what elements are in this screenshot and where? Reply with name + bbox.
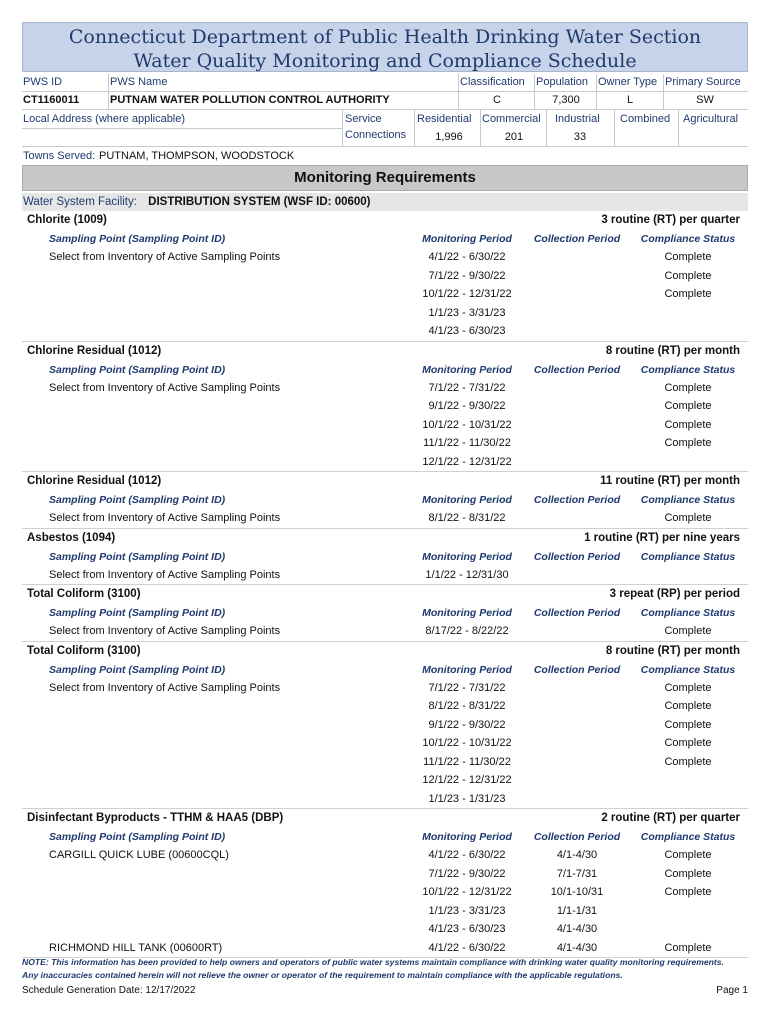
column-headers bbox=[22, 828, 748, 846]
compliance-status: Complete bbox=[664, 381, 712, 394]
contaminant-group bbox=[22, 472, 748, 529]
contaminant-header bbox=[22, 529, 748, 548]
page-number: Page 1 bbox=[716, 985, 748, 996]
pws-name-label: PWS Name bbox=[110, 76, 168, 88]
monitoring-period: 4/1/23 - 6/30/23 bbox=[428, 325, 506, 337]
compliance-status: Complete bbox=[664, 625, 712, 637]
contaminant-header bbox=[22, 809, 748, 828]
owner-type-label: Owner Type bbox=[598, 76, 658, 88]
sampling-frequency: 11 routine (RT) per month bbox=[600, 475, 740, 487]
pws-id-label: PWS ID bbox=[23, 76, 63, 88]
compliance-status: Complete bbox=[664, 867, 712, 880]
monitoring-period: 10/1/22 - 10/31/22 bbox=[422, 737, 512, 749]
disclaimer-line-1: NOTE: This information has been provided to help owners and operators of public water systems maintain compliance with drinking water quality monitoring requirements. bbox=[22, 957, 724, 967]
grid-line bbox=[596, 74, 597, 109]
industrial-label: Industrial bbox=[555, 113, 600, 125]
disclaimer-line-2: Any inaccuracies contained herein will not relieve the owner or operator of the requirement to maintain compliance with the applicable regulations. bbox=[22, 970, 623, 980]
grid-line bbox=[614, 109, 615, 146]
contaminant-name: Total Coliform (3100) bbox=[27, 588, 141, 600]
table-row bbox=[22, 790, 748, 809]
contaminant-name: Chlorite (1009) bbox=[27, 214, 107, 226]
contaminant-header bbox=[22, 585, 748, 604]
facility-value: DISTRIBUTION SYSTEM (WSF ID: 00600) bbox=[148, 196, 371, 208]
sampling-point: RICHMOND HILL TANK (00600RT) bbox=[49, 941, 223, 954]
monitoring-period: 10/1/22 - 12/31/22 bbox=[422, 288, 512, 300]
towns-served-label: Towns Served: bbox=[23, 150, 96, 162]
classification-value: C bbox=[493, 94, 501, 106]
grid-line bbox=[22, 91, 748, 92]
collection-period-header: Collection Period bbox=[533, 663, 621, 676]
monitoring-period: 10/1/22 - 12/31/22 bbox=[422, 886, 512, 898]
table-row bbox=[22, 304, 748, 323]
monitoring-period: 10/1/22 - 10/31/22 bbox=[422, 418, 512, 431]
collection-period: 4/1-4/30 bbox=[556, 941, 598, 954]
column-headers bbox=[22, 661, 748, 679]
compliance-status: Complete bbox=[664, 288, 712, 300]
document-title: Connecticut Department of Public Health Drinking Water Section bbox=[68, 26, 702, 48]
compliance-status-header: Compliance Status bbox=[640, 550, 736, 563]
compliance-status-header: Compliance Status bbox=[640, 831, 736, 843]
sampling-point: Select from Inventory of Active Sampling Points bbox=[49, 625, 281, 637]
table-row bbox=[22, 566, 748, 585]
local-address-label: Local Address (where applicable) bbox=[23, 113, 186, 125]
collection-period-header: Collection Period bbox=[533, 550, 621, 563]
table-row bbox=[22, 267, 748, 286]
combined-label: Combined bbox=[620, 113, 671, 125]
compliance-status-header: Compliance Status bbox=[640, 663, 736, 676]
monitoring-period-header: Monitoring Period bbox=[422, 831, 512, 843]
collection-period-header: Collection Period bbox=[533, 607, 621, 619]
grid-line bbox=[458, 74, 459, 109]
commercial-value: 201 bbox=[504, 131, 524, 143]
sampling-frequency: 3 routine (RT) per quarter bbox=[601, 214, 740, 226]
schedule-generation-date bbox=[22, 985, 195, 996]
facility-bar bbox=[22, 193, 748, 211]
table-row bbox=[22, 416, 748, 435]
table-row bbox=[22, 397, 748, 416]
owner-type-value: L bbox=[626, 94, 634, 106]
column-headers bbox=[22, 604, 748, 622]
sampling-point: CARGILL QUICK LUBE (00600CQL) bbox=[49, 849, 229, 861]
sampling-point: Select from Inventory of Active Sampling Points bbox=[49, 512, 281, 524]
table-row bbox=[22, 716, 748, 735]
monitoring-period-header: Monitoring Period bbox=[422, 494, 512, 506]
sampling-point-header: Sampling Point (Sampling Point ID) bbox=[49, 607, 226, 619]
pws-id-value: CT1160011 bbox=[23, 94, 80, 106]
table-row bbox=[22, 434, 748, 453]
monitoring-period: 1/1/22 - 12/31/30 bbox=[425, 568, 509, 581]
contaminant-group bbox=[22, 529, 748, 586]
table-row bbox=[22, 846, 748, 865]
monitoring-period: 7/1/22 - 9/30/22 bbox=[428, 269, 506, 282]
compliance-status: Complete bbox=[664, 755, 712, 768]
table-row bbox=[22, 453, 748, 472]
contaminant-header bbox=[22, 211, 748, 230]
monitoring-period: 4/1/22 - 6/30/22 bbox=[428, 849, 506, 861]
table-row bbox=[22, 622, 748, 641]
grid-line bbox=[663, 74, 664, 109]
facility-label: Water System Facility: bbox=[23, 196, 137, 208]
contaminant-name: Chlorine Residual (1012) bbox=[27, 344, 162, 357]
monitoring-period: 1/1/23 - 3/31/23 bbox=[428, 306, 506, 319]
sampling-point: Select from Inventory of Active Sampling Points bbox=[49, 681, 281, 694]
grid-line bbox=[546, 109, 547, 146]
monitoring-period: 4/1/23 - 6/30/23 bbox=[428, 923, 506, 935]
sampling-point: Select from Inventory of Active Sampling Points bbox=[49, 381, 281, 394]
sampling-point-header: Sampling Point (Sampling Point ID) bbox=[49, 831, 226, 843]
document-subtitle: Water Quality Monitoring and Compliance Schedule bbox=[133, 50, 637, 72]
monitoring-period-header: Monitoring Period bbox=[422, 663, 512, 676]
grid-line bbox=[108, 74, 109, 109]
contaminant-name: Asbestos (1094) bbox=[27, 531, 116, 544]
contaminant-name: Chlorine Residual (1012) bbox=[27, 475, 162, 487]
compliance-status: Complete bbox=[664, 886, 712, 898]
table-row bbox=[22, 920, 748, 939]
primary-source-label: Primary Source bbox=[665, 76, 741, 88]
monitoring-period: 4/1/22 - 6/30/22 bbox=[428, 251, 506, 263]
grid-line bbox=[480, 109, 481, 146]
sampling-frequency: 3 repeat (RP) per period bbox=[609, 588, 740, 600]
sampling-point: Select from Inventory of Active Sampling Points bbox=[49, 251, 281, 263]
monitoring-period: 8/17/22 - 8/22/22 bbox=[425, 625, 509, 637]
table-row bbox=[22, 771, 748, 790]
collection-period: 4/1-4/30 bbox=[556, 923, 598, 935]
contaminant-group bbox=[22, 642, 748, 810]
sampling-point-header: Sampling Point (Sampling Point ID) bbox=[49, 663, 226, 676]
grid-line bbox=[22, 109, 748, 110]
compliance-status: Complete bbox=[664, 418, 712, 431]
table-row bbox=[22, 753, 748, 772]
industrial-value: 33 bbox=[573, 131, 587, 143]
monitoring-period: 12/1/22 - 12/31/22 bbox=[422, 774, 512, 786]
table-row bbox=[22, 509, 748, 528]
column-headers bbox=[22, 491, 748, 509]
monitoring-period: 4/1/22 - 6/30/22 bbox=[428, 941, 506, 954]
table-row bbox=[22, 379, 748, 398]
collection-period-header: Collection Period bbox=[533, 233, 621, 245]
document-title-band bbox=[22, 22, 748, 72]
monitoring-period: 1/1/23 - 1/31/23 bbox=[428, 792, 506, 805]
population-value: 7,300 bbox=[552, 94, 580, 106]
contaminant-header bbox=[22, 472, 748, 491]
compliance-status-header: Compliance Status bbox=[640, 494, 736, 506]
grid-line bbox=[534, 74, 535, 109]
compliance-status: Complete bbox=[664, 737, 712, 749]
column-headers bbox=[22, 361, 748, 379]
sampling-point-header: Sampling Point (Sampling Point ID) bbox=[49, 550, 226, 563]
contaminant-group bbox=[22, 809, 748, 958]
contaminant-name: Disinfectant Byproducts - TTHM & HAA5 (DBP) bbox=[27, 812, 284, 824]
compliance-status-header: Compliance Status bbox=[640, 233, 736, 245]
sampling-point-header: Sampling Point (Sampling Point ID) bbox=[49, 363, 226, 376]
monitoring-period: 11/1/22 - 11/30/22 bbox=[423, 437, 511, 449]
population-label: Population bbox=[536, 76, 588, 88]
generation-date-value: 12/17/2022 bbox=[145, 985, 196, 996]
monitoring-period: 7/1/22 - 7/31/22 bbox=[428, 381, 506, 394]
table-row bbox=[22, 248, 748, 267]
table-row bbox=[22, 734, 748, 753]
table-row bbox=[22, 285, 748, 304]
sampling-frequency: 2 routine (RT) per quarter bbox=[601, 812, 740, 824]
monitoring-period: 7/1/22 - 9/30/22 bbox=[428, 867, 506, 880]
monitoring-period: 11/1/22 - 11/30/22 bbox=[423, 755, 511, 768]
agricultural-label: Agricultural bbox=[683, 113, 739, 125]
table-row bbox=[22, 902, 748, 921]
compliance-status: Complete bbox=[664, 437, 712, 449]
compliance-status: Complete bbox=[664, 941, 712, 954]
table-row bbox=[22, 865, 748, 884]
monitoring-period: 8/1/22 - 8/31/22 bbox=[428, 700, 506, 712]
pws-name-value: PUTNAM WATER POLLUTION CONTROL AUTHORITY bbox=[110, 94, 390, 106]
commercial-label: Commercial bbox=[482, 113, 541, 125]
disclaimer-note bbox=[22, 956, 748, 982]
contaminant-header bbox=[22, 342, 748, 361]
service-connections-label-2: Connections bbox=[345, 129, 407, 141]
monitoring-period-header: Monitoring Period bbox=[422, 607, 512, 619]
section-title: Monitoring Requirements bbox=[22, 165, 748, 191]
grid-line bbox=[22, 128, 342, 129]
monitoring-period-header: Monitoring Period bbox=[422, 550, 512, 563]
sampling-frequency: 8 routine (RT) per month bbox=[605, 644, 740, 657]
compliance-status-header: Compliance Status bbox=[640, 607, 736, 619]
sampling-point-header: Sampling Point (Sampling Point ID) bbox=[49, 233, 226, 245]
contaminant-name: Total Coliform (3100) bbox=[27, 644, 141, 657]
towns-served-value: PUTNAM, THOMPSON, WOODSTOCK bbox=[99, 150, 295, 162]
column-headers bbox=[22, 548, 748, 566]
contaminant-group bbox=[22, 585, 748, 642]
collection-period-header: Collection Period bbox=[533, 363, 621, 376]
sampling-point: Select from Inventory of Active Sampling Points bbox=[49, 568, 281, 581]
collection-period: 4/1-4/30 bbox=[556, 849, 598, 861]
generation-date-label: Schedule Generation Date: bbox=[22, 985, 143, 996]
compliance-status: Complete bbox=[664, 700, 712, 712]
monitoring-period: 7/1/22 - 7/31/22 bbox=[428, 681, 506, 694]
column-headers bbox=[22, 230, 748, 248]
collection-period-header: Collection Period bbox=[533, 494, 621, 506]
residential-label: Residential bbox=[417, 113, 472, 125]
classification-label: Classification bbox=[460, 76, 525, 88]
table-row bbox=[22, 883, 748, 902]
compliance-status: Complete bbox=[664, 400, 712, 412]
monitoring-period: 12/1/22 - 12/31/22 bbox=[422, 455, 512, 468]
sampling-point-header: Sampling Point (Sampling Point ID) bbox=[49, 494, 226, 506]
table-row bbox=[22, 697, 748, 716]
compliance-status: Complete bbox=[664, 849, 712, 861]
compliance-status: Complete bbox=[664, 718, 712, 731]
contaminant-group bbox=[22, 342, 748, 473]
table-row bbox=[22, 679, 748, 698]
collection-period: 1/1-1/31 bbox=[556, 904, 598, 917]
compliance-status: Complete bbox=[664, 512, 712, 524]
grid-line bbox=[22, 146, 748, 147]
contaminant-header bbox=[22, 642, 748, 661]
compliance-status: Complete bbox=[664, 251, 712, 263]
system-info bbox=[22, 74, 748, 164]
compliance-status: Complete bbox=[664, 681, 712, 694]
collection-period-header: Collection Period bbox=[533, 831, 621, 843]
grid-line bbox=[414, 109, 415, 146]
monitoring-period-header: Monitoring Period bbox=[422, 363, 512, 376]
grid-line bbox=[678, 109, 679, 146]
collection-period: 10/1-10/31 bbox=[550, 886, 604, 898]
grid-line bbox=[342, 109, 343, 146]
monitoring-period: 9/1/22 - 9/30/22 bbox=[428, 400, 506, 412]
sampling-frequency: 1 routine (RT) per nine years bbox=[584, 531, 740, 544]
monitoring-period: 1/1/23 - 3/31/23 bbox=[428, 904, 506, 917]
collection-period: 7/1-7/31 bbox=[556, 867, 598, 880]
monitoring-period-header: Monitoring Period bbox=[422, 233, 512, 245]
compliance-status: Complete bbox=[664, 269, 712, 282]
monitoring-period: 9/1/22 - 9/30/22 bbox=[428, 718, 506, 731]
service-connections-label-1: Service bbox=[345, 113, 382, 125]
monitoring-period: 8/1/22 - 8/31/22 bbox=[428, 512, 506, 524]
table-row bbox=[22, 939, 748, 958]
compliance-status-header: Compliance Status bbox=[640, 363, 736, 376]
residential-value: 1,996 bbox=[435, 131, 463, 143]
contaminant-group bbox=[22, 211, 748, 342]
monitoring-requirements bbox=[22, 211, 748, 958]
primary-source-value: SW bbox=[696, 94, 714, 106]
table-row bbox=[22, 322, 748, 341]
sampling-frequency: 8 routine (RT) per month bbox=[605, 344, 740, 357]
